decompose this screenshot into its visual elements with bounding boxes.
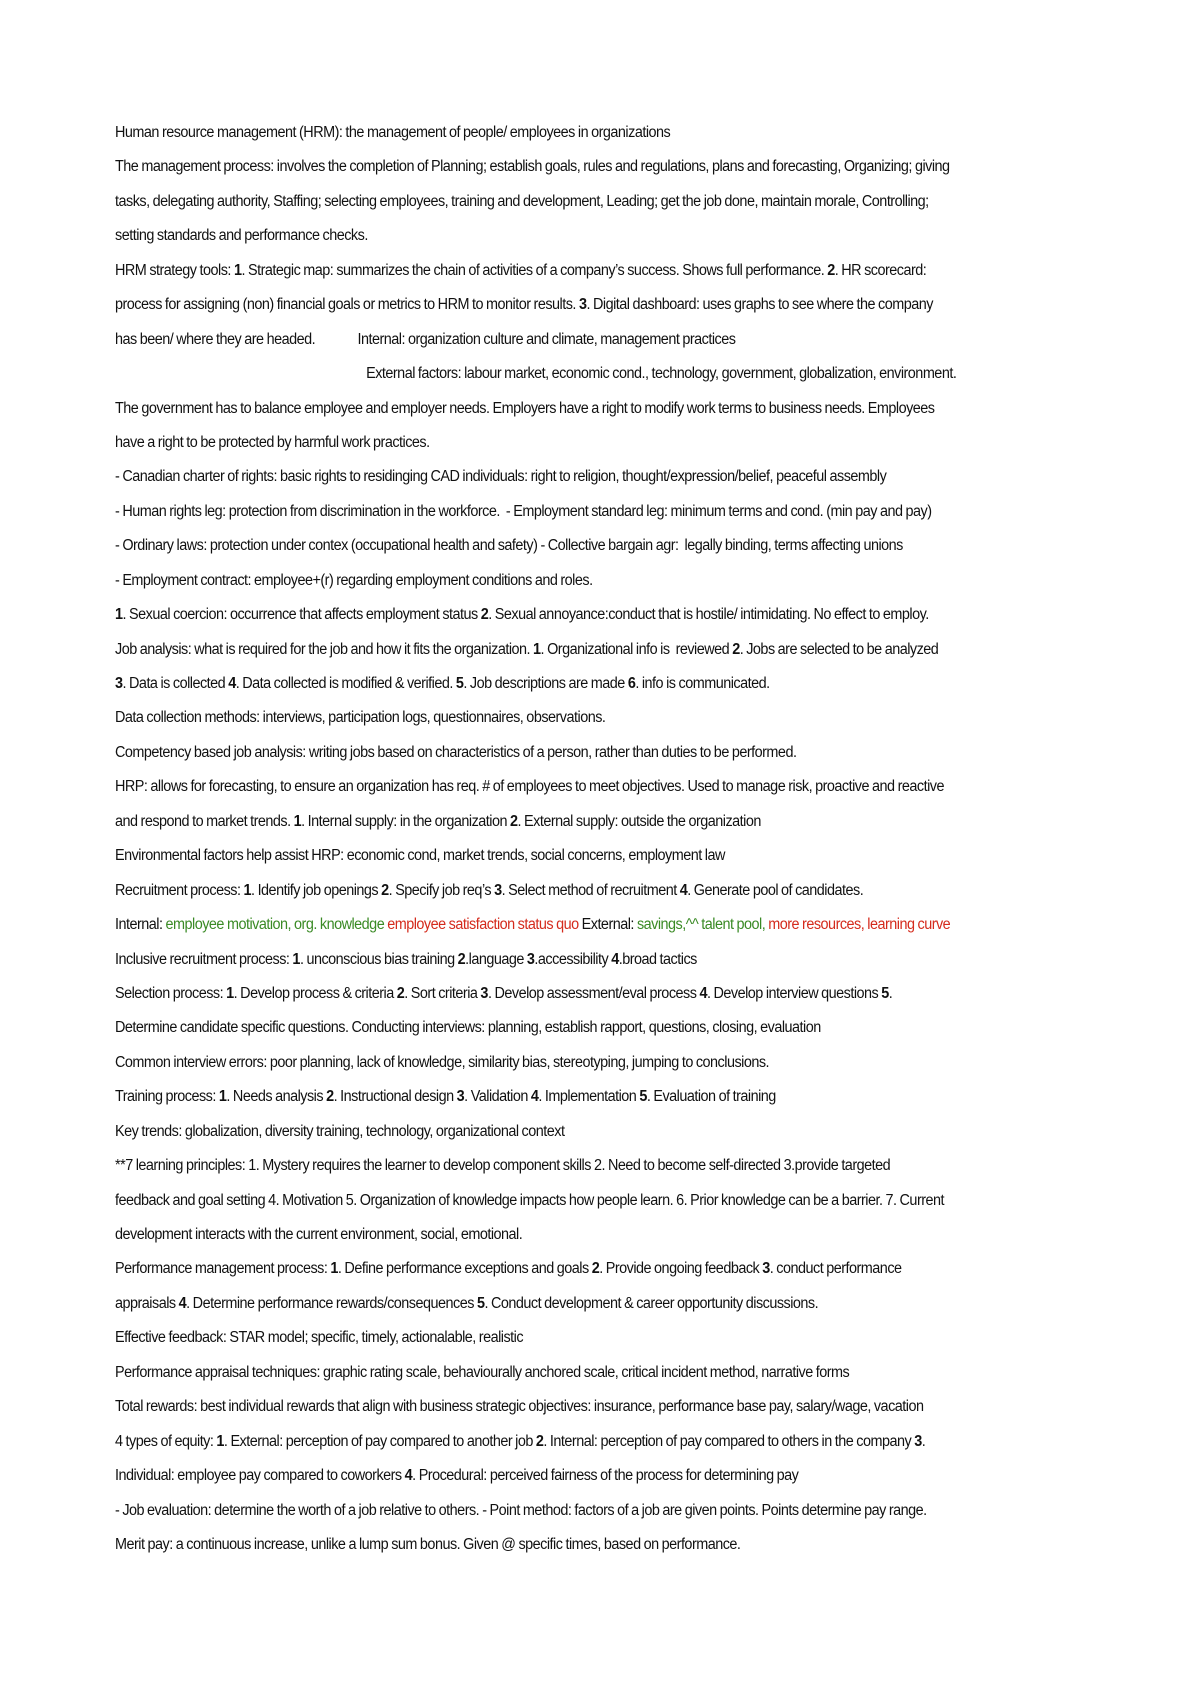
text-line <box>115 1425 1045 1459</box>
highlighted-text-green: employee motivation, org. knowledge <box>165 916 388 934</box>
step-number: 4 <box>228 675 236 692</box>
step-number: 4 <box>679 881 688 899</box>
text-segment: . <box>921 1432 926 1450</box>
text-line <box>115 1252 1045 1286</box>
text-segment: feedback and goal setting 4. Motivation 5. Organization of knowledge impacts how people learn. 6. Prior knowledge can be a barrier. 7. Current <box>115 1191 945 1209</box>
text-segment: . Evaluation of training <box>646 1088 776 1106</box>
text-segment: have a right to be protected by harmful work practices. <box>115 433 430 451</box>
step-number: 2 <box>480 606 489 624</box>
step-number: 1 <box>218 1088 227 1106</box>
text-line <box>115 633 1045 667</box>
text-segment: Individual: employee pay compared to coworkers <box>115 1467 405 1485</box>
text-line <box>115 908 1045 942</box>
text-segment: . Strategic map: summarizes the chain of activities of a company’s success. Shows full performance. <box>241 261 828 279</box>
step-number: 5 <box>639 1088 647 1106</box>
text-line <box>115 874 1045 908</box>
text-segment: . Develop interview questions <box>706 984 882 1002</box>
text-line <box>115 564 1045 598</box>
text-segment: and respond to market trends. <box>115 812 294 830</box>
text-line <box>115 1218 1045 1252</box>
text-line <box>115 323 1045 357</box>
text-segment: - Canadian charter of rights: basic rights to residinging CAD individuals: right to religion, thought/expression/belief, peaceful assembly <box>115 468 887 486</box>
text-line <box>115 805 1045 839</box>
step-number: 3 <box>578 296 587 314</box>
step-number: 1 <box>226 984 234 1002</box>
text-segment: . conduct performance <box>769 1260 902 1278</box>
step-number: 1 <box>533 640 541 658</box>
text-segment: . External: perception of pay compared to another job <box>223 1432 536 1450</box>
text-segment: Data collection methods: interviews, participation logs, questionnaires, observations. <box>115 709 606 727</box>
text-segment: Competency based job analysis: writing jobs based on characteristics of a person, rather than duties to be performed. <box>115 743 797 761</box>
text-line <box>115 598 1045 632</box>
text-segment: . Data is collected <box>122 675 229 692</box>
text-segment: . Select method of recruitment <box>501 881 680 899</box>
text-segment: Performance management process: <box>115 1260 331 1278</box>
text-segment: . Sort criteria <box>404 984 481 1002</box>
text-segment: . External supply: outside the organization <box>517 812 761 830</box>
step-number: 1 <box>330 1260 338 1278</box>
text-segment: . Generate pool of candidates. <box>687 881 864 899</box>
text-segment: Recruitment process: <box>115 881 244 899</box>
step-number: 1 <box>216 1432 224 1450</box>
text-line <box>115 1115 1045 1149</box>
text-line <box>115 839 1045 873</box>
text-segment: . Determine performance rewards/consequences <box>186 1294 477 1312</box>
step-number: 2 <box>510 812 518 830</box>
text-segment: Key trends: globalization, diversity training, technology, organizational context <box>115 1122 565 1140</box>
text-segment: The management process: involves the completion of Planning; establish goals, rules and regulations, plans and forecasting, Organizing; giving <box>115 158 950 176</box>
document-body <box>115 116 1045 1562</box>
step-number: 3 <box>494 881 502 899</box>
step-number: 4 <box>611 950 619 968</box>
text-segment: .accessibility <box>534 950 612 968</box>
text-line <box>115 1149 1045 1183</box>
step-number: 2 <box>396 984 405 1002</box>
step-number: 2 <box>591 1260 600 1278</box>
text-segment: . Develop process & criteria <box>233 984 397 1002</box>
text-segment: . Internal: perception of pay compared to others in the company <box>543 1432 915 1450</box>
text-segment: Common interview errors: poor planning, lack of knowledge, similarity bias, stereotyping, jumping to conclusions. <box>115 1053 770 1071</box>
text-segment: - Job evaluation: determine the worth of a job relative to others. - Point method: factors of a job are given points. Points determine pay range. <box>115 1501 927 1519</box>
text-segment: Training process: <box>115 1088 219 1106</box>
text-segment: . Validation <box>464 1088 531 1106</box>
text-segment: . Implementation <box>538 1088 640 1106</box>
text-segment: Effective feedback: STAR model; specific, timely, actionalable, realistic <box>115 1329 524 1347</box>
text-line <box>115 254 1045 288</box>
step-number: 1 <box>292 950 300 968</box>
text-segment: .language <box>465 950 527 968</box>
text-segment: . Sexual coercion: occurrence that affects employment status <box>122 606 481 624</box>
text-segment: Inclusive recruitment process: <box>115 950 293 968</box>
step-number: 3 <box>456 1088 465 1106</box>
step-number: 3 <box>914 1432 922 1450</box>
step-number: 2 <box>827 261 835 279</box>
text-segment: . Data collected is modified & verified. <box>235 675 456 692</box>
text-line <box>115 770 1045 804</box>
text-line <box>115 1321 1045 1355</box>
step-number: 2 <box>732 640 740 658</box>
text-line <box>115 219 1045 253</box>
text-segment: . Internal supply: in the organization <box>301 812 511 830</box>
text-segment: appraisals <box>115 1294 179 1312</box>
step-number: 4 <box>178 1294 187 1312</box>
text-line <box>115 667 1045 701</box>
text-segment: . Specify job req’s <box>388 881 495 899</box>
text-segment: External factors: labour market, economic cond., technology, government, globalization, environment. <box>366 365 957 383</box>
text-segment: . Develop assessment/eval process <box>487 984 700 1002</box>
step-number: 3 <box>762 1260 770 1278</box>
step-number: 6 <box>627 675 636 692</box>
text-line <box>115 116 1045 150</box>
text-segment: External: <box>581 916 637 934</box>
text-segment: . Conduct development & career opportunity discussions. <box>484 1294 819 1312</box>
text-segment: Internal: <box>115 916 166 934</box>
text-segment: HRM strategy tools: <box>115 261 234 279</box>
text-segment: . HR scorecard: <box>834 261 927 279</box>
text-segment: . Identify job openings <box>251 881 382 899</box>
text-segment: . Sexual annoyance:conduct that is hostile/ intimidating. No effect to employ. <box>488 606 929 624</box>
text-segment: **7 learning principles: 1. Mystery requires the learner to develop component skills 2. Need to become self-directed 3.provide targeted <box>115 1157 891 1175</box>
text-segment: Performance appraisal techniques: graphic rating scale, behaviourally anchored scale, critical incident method, narrative forms <box>115 1363 850 1381</box>
text-segment: Determine candidate specific questions. Conducting interviews: planning, establish rapport, questions, closing, evaluation <box>115 1019 821 1037</box>
text-segment: . Procedural: perceived fairness of the process for determining pay <box>412 1467 799 1485</box>
text-segment: - Employment contract: employee+(r) regarding employment conditions and roles. <box>115 571 593 589</box>
text-segment: . Digital dashboard: uses graphs to see where the company <box>586 296 933 314</box>
step-number: 1 <box>243 881 252 899</box>
text-segment: setting standards and performance checks. <box>115 227 368 245</box>
text-line <box>115 185 1045 219</box>
text-line <box>115 977 1045 1011</box>
text-line <box>115 357 1045 391</box>
text-segment: Job analysis: what is required for the job and how it fits the organization. <box>115 640 534 658</box>
text-line <box>115 701 1045 735</box>
text-line <box>115 1528 1045 1562</box>
text-segment: has been/ where they are headed. Internal: organization culture and climate, management practices <box>115 330 736 348</box>
text-line <box>115 1390 1045 1424</box>
highlighted-text-green: savings,^^ talent pool, <box>636 916 769 934</box>
text-segment: Total rewards: best individual rewards that align with business strategic objectives: insurance, performance base pay, salary/wage, vacation <box>115 1398 924 1416</box>
text-line <box>115 495 1045 529</box>
text-segment: . Organizational info is reviewed <box>540 640 733 658</box>
highlighted-text-red: more resources, learning curve <box>768 916 951 934</box>
step-number: 1 <box>293 812 302 830</box>
text-segment: . Job descriptions are made <box>463 675 628 692</box>
text-line <box>115 1459 1045 1493</box>
text-segment: - Human rights leg: protection from discrimination in the workforce. - Employment standard leg: minimum terms and cond. (min pay and pay) <box>115 502 932 520</box>
text-segment: . unconscious bias training <box>299 950 458 968</box>
step-number: 5 <box>455 675 464 692</box>
text-segment: The government has to balance employee and employer needs. Employers have a right to modify work terms to business needs. Employees <box>115 399 935 417</box>
text-segment: - Ordinary laws: protection under contex (occupational health and safety) - Collective bargain agr: legally binding, terms affecting unions <box>115 537 903 555</box>
text-segment: . Define performance exceptions and goals <box>337 1260 592 1278</box>
step-number: 3 <box>115 675 123 692</box>
text-line <box>115 288 1045 322</box>
text-segment: Human resource management (HRM): the management of people/ employees in organizations <box>115 124 671 141</box>
text-line <box>115 150 1045 184</box>
step-number: 4 <box>530 1088 539 1106</box>
step-number: 5 <box>476 1294 485 1312</box>
text-line <box>115 392 1045 426</box>
text-segment: . <box>888 984 893 1002</box>
step-number: 4 <box>404 1467 413 1485</box>
text-segment: . Jobs are selected to be analyzed <box>739 640 939 658</box>
text-line <box>115 1287 1045 1321</box>
text-line <box>115 1011 1045 1045</box>
step-number: 2 <box>326 1088 334 1106</box>
text-segment: Selection process: <box>115 984 227 1002</box>
text-line <box>115 529 1045 563</box>
text-segment: .broad tactics <box>618 950 697 968</box>
text-segment: 4 types of equity: <box>115 1432 217 1450</box>
text-segment: . Instructional design <box>333 1088 457 1106</box>
step-number: 1 <box>115 606 123 624</box>
text-line <box>115 1080 1045 1114</box>
step-number: 2 <box>457 950 466 968</box>
text-line <box>115 1184 1045 1218</box>
text-line <box>115 460 1045 494</box>
text-segment: . info is communicated. <box>635 675 770 692</box>
text-segment: Merit pay: a continuous increase, unlike a lump sum bonus. Given @ specific times, based on performance. <box>115 1535 741 1553</box>
text-line <box>115 1356 1045 1390</box>
step-number: 2 <box>381 881 389 899</box>
text-segment: Environmental factors help assist HRP: economic cond, market trends, social concerns, employment law <box>115 847 725 865</box>
text-segment: HRP: allows for forecasting, to ensure an organization has req. # of employees to meet objectives. Used to manage risk, proactive and reactive <box>115 778 944 796</box>
text-line <box>115 1494 1045 1528</box>
step-number: 2 <box>535 1432 544 1450</box>
text-segment: process for assigning (non) financial goals or metrics to HRM to monitor results. <box>115 296 579 314</box>
highlighted-text-red: employee satisfaction status quo <box>387 916 582 934</box>
text-line <box>115 426 1045 460</box>
text-segment: . Needs analysis <box>226 1088 327 1106</box>
step-number: 4 <box>699 984 707 1002</box>
step-number: 5 <box>881 984 889 1002</box>
text-line <box>115 1046 1045 1080</box>
text-segment: development interacts with the current environment, social, emotional. <box>115 1226 523 1243</box>
text-line <box>115 736 1045 770</box>
step-number: 1 <box>233 261 242 279</box>
text-line <box>115 943 1045 977</box>
step-number: 3 <box>526 950 535 968</box>
text-segment: . Provide ongoing feedback <box>599 1260 763 1278</box>
text-segment: tasks, delegating authority, Staffing; selecting employees, training and development, Leading; get the job done, maintain morale, Controlling; <box>115 192 929 210</box>
step-number: 3 <box>480 984 488 1002</box>
